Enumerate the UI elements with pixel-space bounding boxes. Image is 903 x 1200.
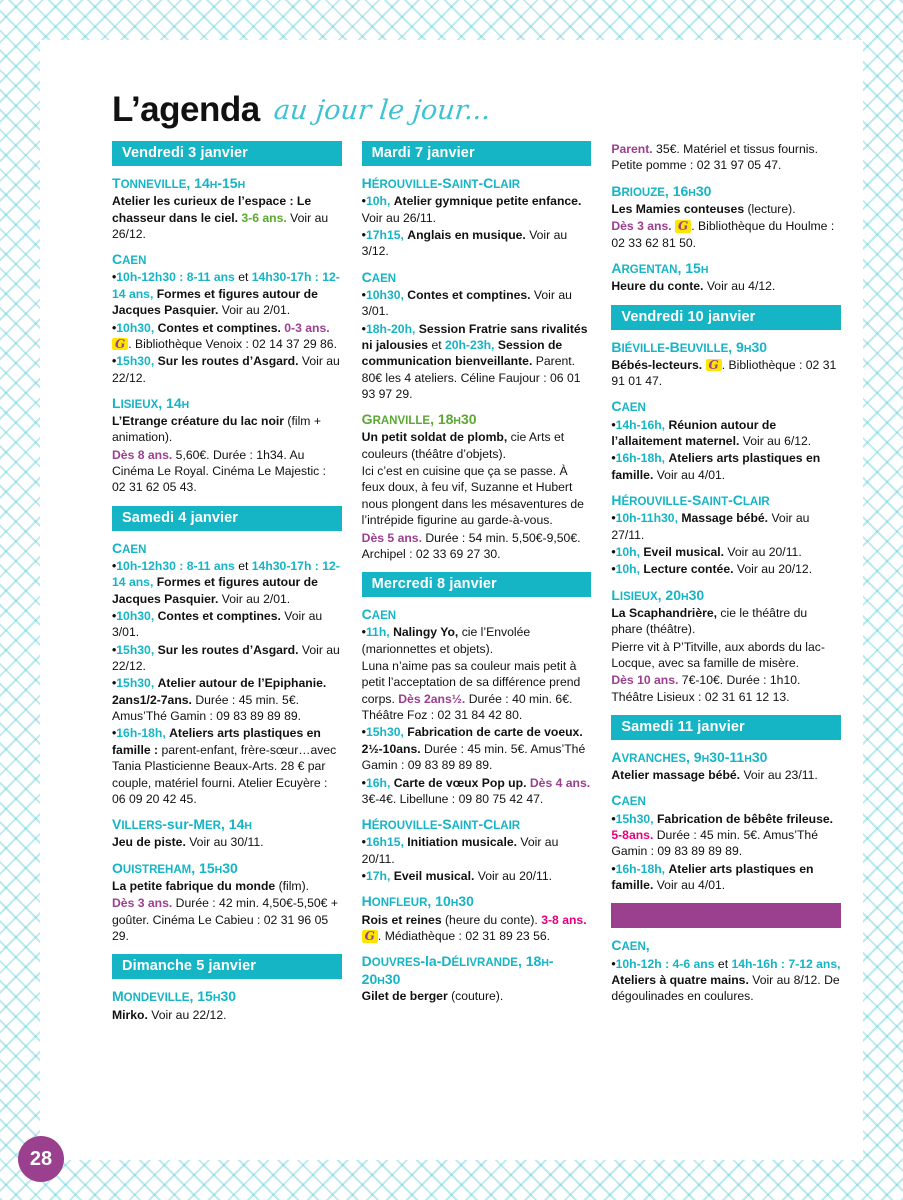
agenda-entry: •10h, Lecture contée. Voir au 20/12. [611, 562, 813, 577]
town-heading: HONFLEUR, 10H30 [361, 893, 474, 910]
agenda-entry: Les Mamies conteuses (lecture). [611, 201, 796, 216]
day-header: Samedi 11 janvier [611, 715, 841, 740]
town-heading: TONNEVILLE, 14H-15H [112, 175, 246, 191]
day-header: Dimanche 12 janvier [611, 903, 841, 928]
town-heading: HÉROUVILLE-SAINT-CLAIR [361, 816, 521, 833]
agenda-entry: •16h15, Initiation musicale. Voir au 20/11. [361, 835, 559, 866]
agenda-entry: •16h-18h, Ateliers arts plastiques en famille. Voir au 4/01. [611, 451, 821, 482]
agenda-entry: •10h, Eveil musical. Voir au 20/11. [611, 544, 802, 559]
town-heading: CAEN [361, 606, 397, 623]
agenda-entry: Ici c’est en cuisine que ça se passe. À feux doux, à feu vif, Suzanne et Hubert nous plongent dans les mésaventures de l’intrépide figurine au garde-à-vous. [361, 464, 584, 528]
day-header: Vendredi 3 janvier [112, 141, 342, 166]
agenda-entry: Parent. 35€. Matériel et tissus fournis. Petite pomme : 02 31 97 05 47. [611, 142, 818, 173]
agenda-entry: Rois et reines (heure du conte). 3-8 ans. G . Médiathèque : 02 31 89 23 56. [361, 912, 587, 943]
agenda-entry: •17h15, Anglais en musique. Voir au 3/12. [361, 227, 568, 259]
day-header: Mercredi 8 janvier [362, 572, 592, 597]
agenda-entry: L’Etrange créature du lac noir (film + animation). [112, 414, 321, 445]
agenda-column-3 [611, 141, 841, 1006]
agenda-entry: •16h-18h, Ateliers arts plastiques en famille : parent-enfant, frère-sœur…avec Tania Plasticienne Beaux-Arts. 28 € par couple, matériel fourni. Atelier Ecuyère : 06 09 20 42 45. [112, 726, 337, 806]
agenda-entry: •15h30, Atelier autour de l’Epiphanie. 2ans1/2-7ans. Durée : 45 min. 5€. Amus’Thé Gamin : 09 83 89 89 89. [112, 676, 327, 724]
agenda-entry: •15h30, Sur les routes d’Asgard. Voir au 22/12. [112, 354, 340, 385]
agenda-entry: •18h-20h, Session Fratrie sans rivalités ni jalousies et 20h-23h, Session de communication bienveillante. Parent. 80€ les 4 ateliers. Céline Faujour : 06 01 93 97 29. [361, 321, 588, 401]
town-heading: CAEN [112, 539, 147, 556]
agenda-entry: •10h-12h30 : 8-11 ans et 14h30-17h : 12-14 ans, Formes et figures autour de Jacques Pasquier. Voir au 2/01. [112, 559, 340, 606]
agenda-entry: Luna n’aime pas sa couleur mais petit à petit l’acceptation de sa différence prend corps. Dès 2ans½. Durée : 40 min. 6€. Théâtre Foz : 02 31 84 42 80. [361, 659, 581, 723]
agenda-entry: •10h30, Contes et comptines. Voir au 3/01. [361, 287, 572, 319]
town-heading: CAEN [611, 398, 646, 415]
agenda-entry: •11h, Nalingy Yo, cie l’Envolée (marionnettes et objets). [361, 625, 531, 656]
agenda-columns [112, 141, 841, 1024]
agenda-column-2 [362, 141, 592, 1005]
agenda-entry: •10h, Atelier gymnique petite enfance. Voir au 26/11. [361, 194, 582, 225]
agenda-entry: La petite fabrique du monde (film). [112, 878, 310, 893]
agenda-entry: •10h30, Contes et comptines. Voir au 3/01. [112, 609, 323, 640]
agenda-entry: •17h, Eveil musical. Voir au 20/11. [361, 869, 553, 884]
agenda-entry: •10h-12h : 4-6 ans et 14h-16h : 7-12 ans, Ateliers à quatre mains. Voir au 8/12. De dégoulinades en coulures. [611, 956, 841, 1004]
town-heading: AVRANCHES, 9H30-11H30 [611, 748, 768, 765]
town-heading: LISIEUX, 14H [112, 394, 190, 411]
agenda-entry: •16h, Carte de vœux Pop up. Dès 4 ans. 3€-4€. Libellune : 09 80 75 42 47. [361, 775, 591, 806]
town-heading: VILLERS-sur-MER, 14H [112, 816, 252, 833]
page-title-main: L’agenda [112, 90, 260, 129]
town-heading: BRIOUZE, 16H30 [611, 182, 712, 199]
page-title [112, 92, 841, 127]
agenda-entry: Jeu de piste. Voir au 30/11. [112, 835, 264, 850]
page-inner [40, 40, 863, 1160]
agenda-entry: •15h30, Sur les routes d’Asgard. Voir au 22/12. [112, 642, 340, 674]
town-heading: DOUVRES-la-DÉLIVRANDE, 18H-20H30 [361, 953, 554, 987]
page-title-script: au jour le jour... [272, 95, 492, 126]
agenda-entry: •16h-18h, Atelier arts plastiques en famille. Voir au 4/01. [611, 861, 814, 893]
town-heading: CAEN [112, 251, 147, 268]
town-heading: LISIEUX, 20H30 [611, 586, 705, 603]
agenda-content [112, 92, 841, 1150]
agenda-entry: Bébés-lecteurs. G . Bibliothèque : 02 31 91 01 47. [611, 357, 837, 389]
agenda-entry: Dès 8 ans. 5,60€. Durée : 1h34. Au Cinéma Le Royal. Cinéma Le Majestic : 02 31 62 05 43. [112, 447, 327, 495]
agenda-entry: Atelier les curieux de l’espace : Le chasseur dans le ciel. 3-6 ans. Voir au 26/12. [112, 194, 329, 241]
page-number-badge: 28 [18, 1136, 64, 1182]
agenda-entry: Dès 5 ans. Durée : 54 min. 5,50€-9,50€. Archipel : 02 33 69 27 30. [361, 530, 581, 561]
agenda-entry: Dès 3 ans. Durée : 42 min. 4,50€-5,50€ + goûter. Cinéma Le Cabieu : 02 31 96 05 29. [112, 896, 338, 943]
agenda-entry: Heure du conte. Voir au 4/12. [611, 279, 776, 294]
town-heading: CAEN [361, 268, 397, 285]
agenda-entry: Dès 10 ans. 7€-10€. Durée : 1h10. Théâtre Lisieux : 02 31 61 12 13. [611, 673, 801, 704]
agenda-entry: •10h-11h30, Massage bébé. Voir au 27/11. [611, 511, 810, 542]
town-heading: HÉROUVILLE-SAINT-CLAIR [611, 492, 770, 508]
town-heading: MONDEVILLE, 15H30 [112, 988, 237, 1005]
day-header: Dimanche 5 janvier [112, 954, 342, 979]
agenda-entry: •15h30, Fabrication de carte de voeux. 2½-10ans. Durée : 45 min. 5€. Amus’Thé Gamin : 09 83 89 89 89. [361, 725, 586, 773]
town-heading: GRANVILLE, 18H30 [361, 411, 477, 428]
town-heading: CAEN, [611, 937, 650, 954]
day-header: Samedi 4 janvier [112, 506, 342, 531]
agenda-entry: Un petit soldat de plomb, cie Arts et couleurs (théâtre d’objets). [361, 430, 565, 461]
town-heading: BIÉVILLE-BEUVILLE, 9H30 [611, 338, 768, 355]
day-header: Vendredi 10 janvier [611, 305, 841, 330]
agenda-column-1 [112, 141, 342, 1024]
town-heading: HÉROUVILLE-SAINT-CLAIR [361, 175, 521, 191]
agenda-entry: •14h-16h, Réunion autour de l’allaitement maternel. Voir au 6/12. [611, 417, 812, 448]
town-heading: CAEN [611, 792, 646, 809]
day-header: Mardi 7 janvier [362, 141, 592, 166]
agenda-entry: Mirko. Voir au 22/12. [112, 1007, 227, 1022]
agenda-entry: Dès 3 ans. G . Bibliothèque du Houlme : 02 33 62 81 50. [611, 219, 835, 250]
agenda-entry: •10h30, Contes et comptines. 0-3 ans. G . Bibliothèque Venoix : 02 14 37 29 86. [112, 320, 337, 351]
agenda-entry: •10h-12h30 : 8-11 ans et 14h30-17h : 12-14 ans, Formes et figures autour de Jacques Pasquier. Voir au 2/01. [112, 270, 340, 318]
agenda-entry: Pierre vit à P’Titville, aux abords du lac-Locque, avec sa famille de misère. [611, 639, 825, 670]
agenda-entry: Atelier massage bébé. Voir au 23/11. [611, 768, 818, 783]
agenda-entry: La Scaphandrière, cie le théâtre du phare (théâtre). [611, 605, 808, 637]
agenda-entry: •15h30, Fabrication de bêbête frileuse. 5-8ans. Durée : 45 min. 5€. Amus’Thé Gamin : 09 83 89 89 89. [611, 811, 834, 859]
town-heading: OUISTREHAM, 15H30 [112, 859, 238, 876]
agenda-entry: Gilet de berger (couture). [361, 988, 504, 1003]
town-heading: ARGENTAN, 15H [611, 259, 709, 276]
